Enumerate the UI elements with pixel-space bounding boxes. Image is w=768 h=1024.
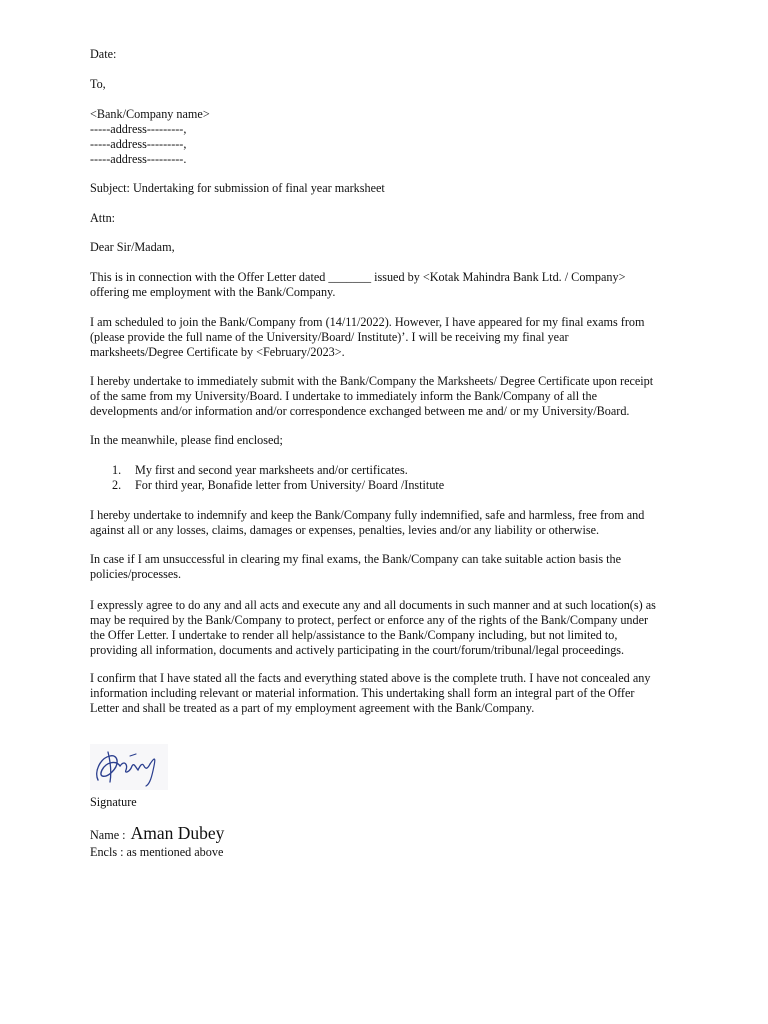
address-line-2: -----address---------, [90,122,187,136]
paragraph-line: the Offer Letter. I undertake to render all help/assistance to the Bank/Company including, but not limited to, [90,628,618,642]
recipient-address [90,107,680,167]
address-line-1: <Bank/Company name> [90,107,210,121]
paragraph-undertaking-submit [90,374,680,419]
paragraph-line: This is in connection with the Offer Letter dated _______ issued by <Kotak Mahindra Bank Ltd. / Company> [90,270,626,284]
paragraph-line: I am scheduled to join the Bank/Company from (14/11/2022). However, I have appeared for my final exams from [90,315,645,329]
paragraph-agreement [90,598,680,658]
paragraph-line: providing all information, documents and actively participating in the court/forum/tribunal/legal proceedings. [90,643,625,657]
paragraph-confirmation [90,671,680,716]
enclosure-list-item [112,478,444,493]
handwritten-signature-image [90,744,168,790]
name-label: Name : [90,828,126,842]
paragraph-line: (please provide the full name of the University/Board/ Institute)’. I will be receiving my final year [90,330,569,344]
to-line: To, [90,77,106,91]
address-line-3: -----address---------, [90,137,187,151]
date-line: Date: [90,47,117,61]
enclosures-note: Encls : as mentioned above [90,845,224,859]
enclosure-text: For third year, Bonafide letter from University/ Board /Institute [135,478,445,492]
paragraph-line: I hereby undertake to immediately submit with the Bank/Company the Marksheets/ Degree Certificate upon receipt [90,374,654,388]
enclosure-number: 2. [112,478,122,492]
paragraph-enclosed-intro: In the meanwhile, please find enclosed; [90,433,283,447]
enclosure-number: 1. [112,463,122,477]
paragraph-line: developments and/or information and/or correspondence exchanged between me and/ or my University/Board. [90,404,630,418]
paragraph-joining [90,315,680,360]
paragraph-line: I expressly agree to do any and all acts and execute any and all documents in such manner and at such location(s) as [90,598,656,612]
paragraph-offer-letter [90,270,680,300]
address-line-4: -----address---------. [90,152,187,166]
paragraph-line: of the same from my University/Board. I undertake to immediately inform the Bank/Company of all the [90,389,598,403]
paragraph-line: against all or any losses, claims, damages or expenses, penalties, levies and/or any liability or otherwise. [90,523,600,537]
paragraph-unsuccessful [90,552,680,582]
name-row [90,823,225,843]
signature-label: Signature [90,795,137,809]
enclosure-text: My first and second year marksheets and/or certificates. [135,463,408,477]
paragraph-line: may be required by the Bank/Company to protect, perfect or enforce any of the rights of the Bank/Company under [90,613,649,627]
salutation: Dear Sir/Madam, [90,240,175,254]
paragraph-line: policies/processes. [90,567,182,581]
paragraph-line: marksheets/Degree Certificate by <February/2023>. [90,345,345,359]
paragraph-indemnify [90,508,680,538]
name-value: Aman Dubey [130,823,225,843]
paragraph-line: I hereby undertake to indemnify and keep the Bank/Company fully indemnified, safe and harmless, free from and [90,508,645,522]
paragraph-line: In case if I am unsuccessful in clearing my final exams, the Bank/Company can take suitable action basis the [90,552,622,566]
paragraph-line: Letter and shall be treated as a part of my employment agreement with the Bank/Company. [90,701,535,715]
attn-line: Attn: [90,211,116,225]
paragraph-line: I confirm that I have stated all the facts and everything stated above is the complete truth. I have not concealed any [90,671,651,685]
subject-line: Subject: Undertaking for submission of final year marksheet [90,181,385,195]
paragraph-line: information including relevant or material information. This undertaking shall form an integral part of the Offer [90,686,635,700]
paragraph-line: offering me employment with the Bank/Company. [90,285,336,299]
enclosure-list-item [112,463,408,478]
